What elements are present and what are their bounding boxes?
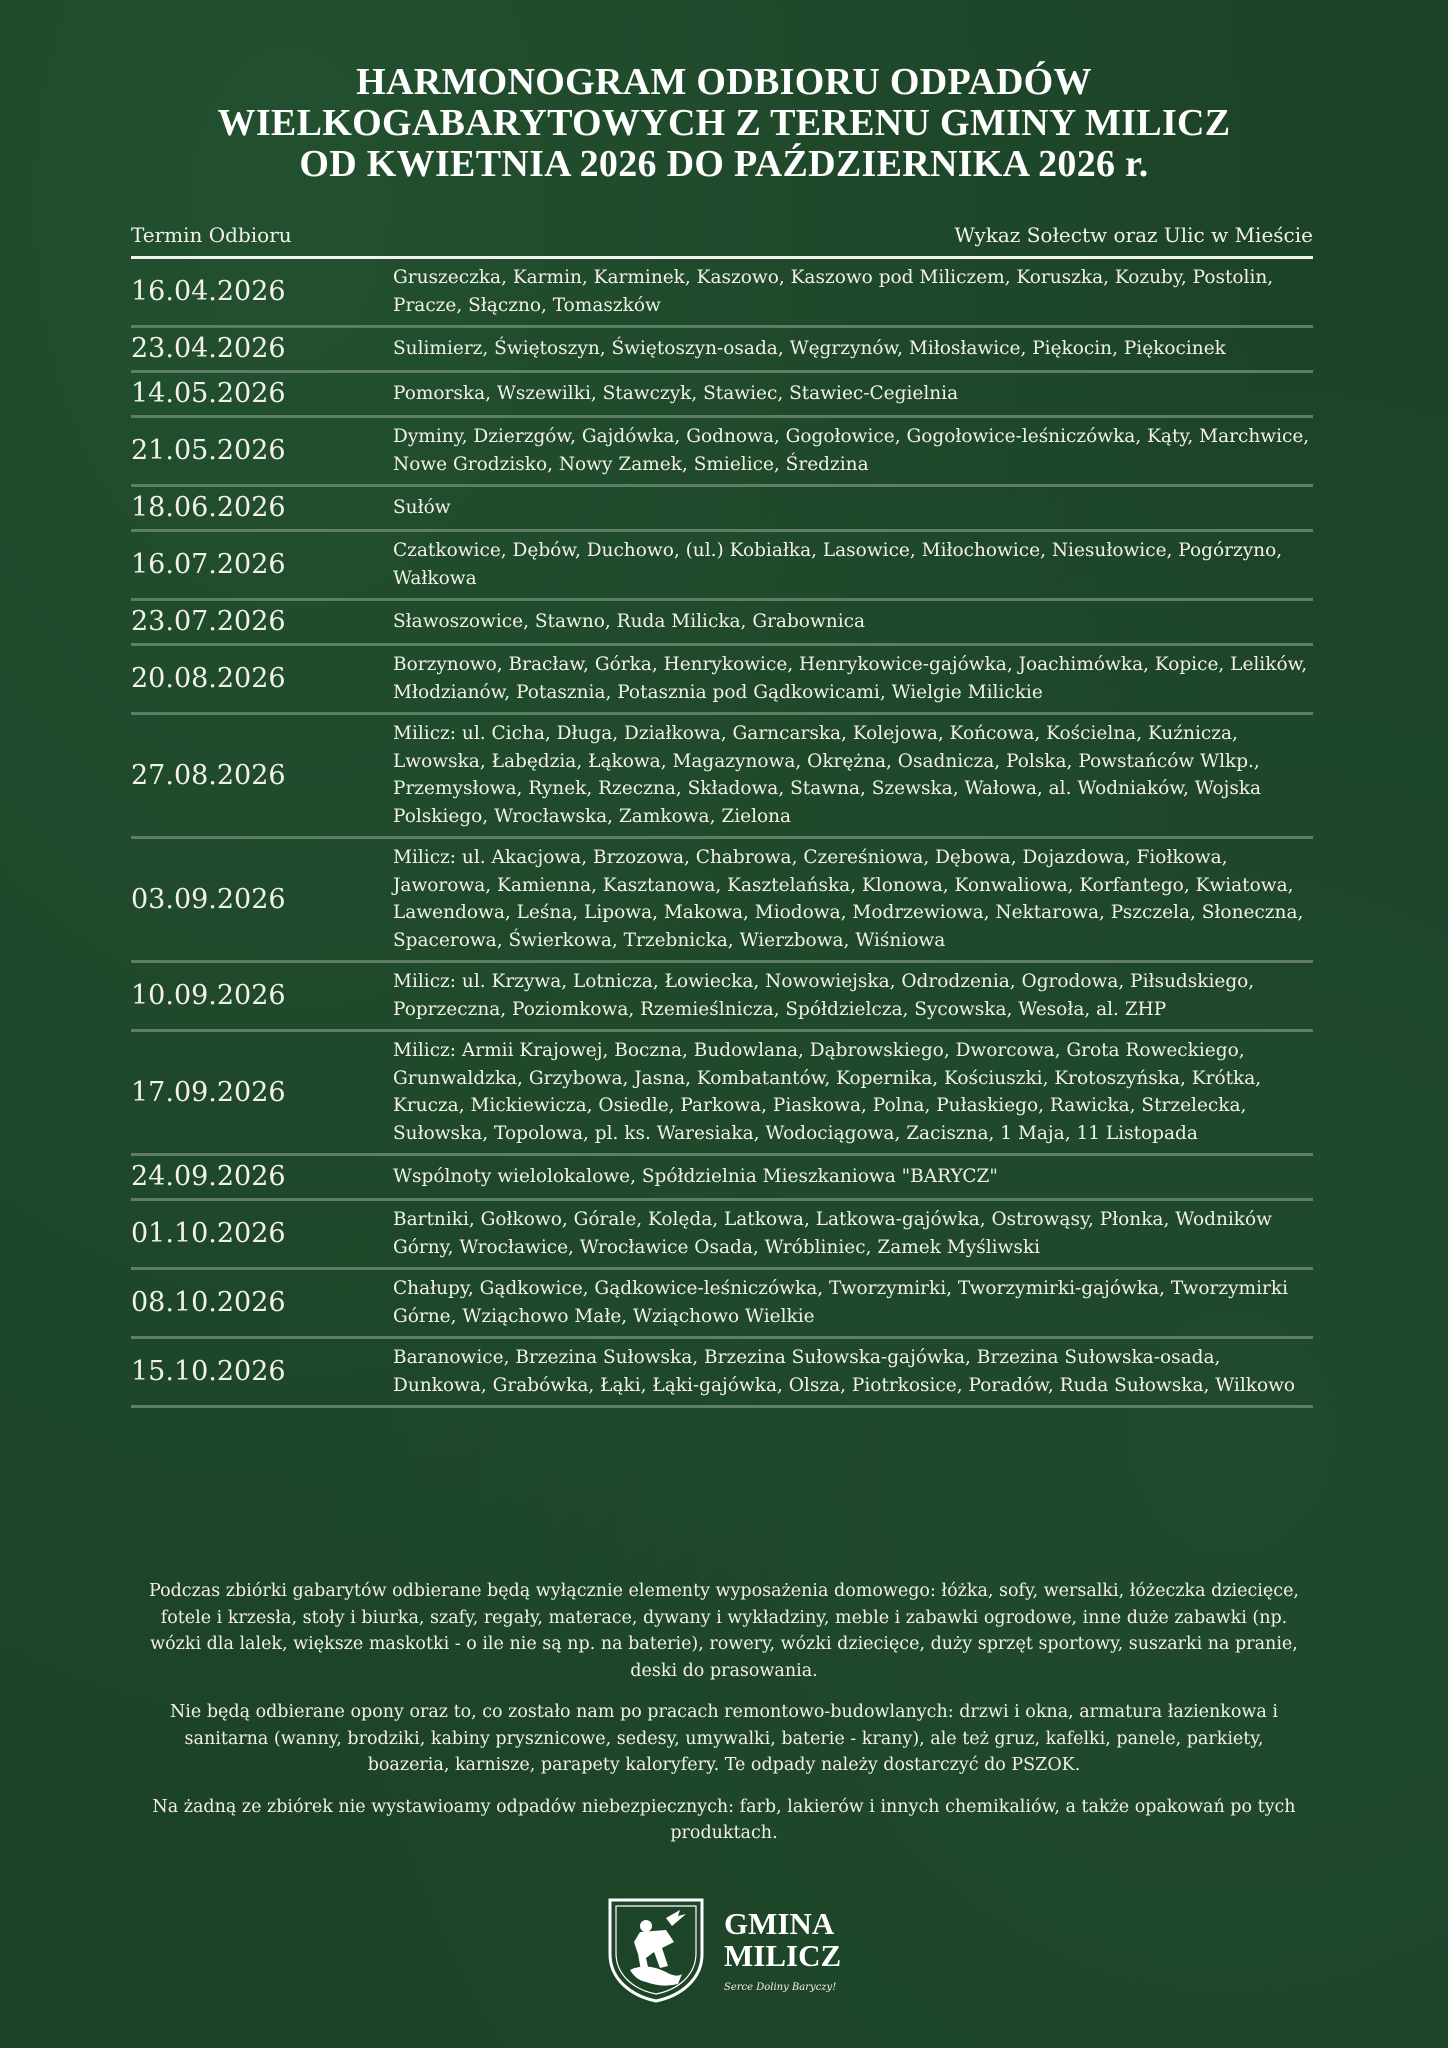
notes: [145, 1578, 1303, 1862]
page-title: [0, 62, 1448, 185]
logo-line-2: MILICZ: [724, 1937, 842, 1973]
row-date: 20.08.2026: [131, 663, 286, 694]
table-row: [131, 1156, 1313, 1201]
table-row: [131, 532, 1313, 601]
row-places: Milicz: ul. Krzywa, Lotnicza, Łowiecka, Nowowiejska, Odrodzenia, Ogrodowa, Piłsudskiego, Poprzeczna, Poziomkowa, Rzemieślnicza, Spółdzielcza, Sycowska, Wesoła, al. ZHP: [393, 971, 1255, 1020]
table-row: [131, 1201, 1313, 1270]
header-date: Termin Odbioru: [131, 223, 292, 247]
row-places: Borzynowo, Bracław, Górka, Henrykowice, Henrykowice-gajówka, Joachimówka, Kopice, Lelików, Młodzianów, Potasznia, Potasznia pod Gądkowicami, Wielgie Milickie: [393, 654, 1308, 703]
table-row: [131, 715, 1313, 839]
row-places: Sławoszowice, Stawno, Ruda Milicka, Grabownica: [393, 610, 866, 632]
row-places: Sulimierz, Świętoszyn, Świętoszyn-osada, Węgrzynów, Miłosławice, Piękocin, Piękocinek: [393, 337, 1226, 359]
title-line-1: HARMONOGRAM ODBIORU ODPADÓW: [356, 61, 1092, 103]
row-date: 03.09.2026: [131, 883, 286, 915]
table-row: [131, 418, 1313, 487]
note-excluded-items: Nie będą odbierane opony oraz to, co zostało nam po pracach remontowo-budowlanych: drzwi i okna, armatura łazienkowa i sanitarna (wanny, brodziki, kabiny prysznicowe, sedesy, umywalki, baterie - krany), ale też gruz, kafelki, panele, parkiety, boazeria, karnisze, parapety kaloryfery. Te odpady należy dostarczyć do PSZOK.: [169, 1702, 1279, 1775]
coat-of-arms-icon: [606, 1896, 706, 2004]
row-date: 23.07.2026: [131, 606, 286, 637]
table-body: [131, 259, 1313, 1408]
table-row: [131, 487, 1313, 532]
table-row: [131, 601, 1313, 646]
table-row: [131, 328, 1313, 373]
header-places: Wykaz Sołectw oraz Ulic w Mieście: [954, 223, 1313, 247]
row-places: Milicz: Armii Krajowej, Boczna, Budowlana, Dąbrowskiego, Dworcowa, Grota Roweckiego, Grunwaldzka, Grzybowa, Jasna, Kombatantów, Kopernika, Kościuszki, Krotoszyńska, Krótka, Krucza, Mickiewicza, Osiedle, Parkowa, Piaskowa, Polna, Pułaskiego, Rawicka, Strzelecka, Sułowska, Topolowa, pl. ks. Waresiaka, Wodociągowa, Zaciszna, 1 Maja, 11 Listopada: [393, 1040, 1262, 1144]
table-row: [131, 839, 1313, 963]
row-date: 16.07.2026: [131, 549, 286, 580]
row-date: 27.08.2026: [131, 759, 286, 791]
table-row: [131, 1339, 1313, 1408]
row-places: Baranowice, Brzezina Sułowska, Brzezina Sułowska-gajówka, Brzezina Sułowska-osada, Dunkowa, Grabówka, Łąki, Łąki-gajówka, Olsza, Piotrkosice, Poradów, Ruda Sułowska, Wilkowo: [393, 1347, 1296, 1396]
row-date: 18.06.2026: [131, 492, 286, 523]
table-row: [131, 646, 1313, 715]
logo-line-1: GMINA: [724, 1905, 835, 1941]
row-date: 21.05.2026: [131, 435, 286, 466]
gmina-logo: [606, 1896, 841, 2004]
table-row: [131, 1270, 1313, 1339]
logo-slogan: Sercе Doliny Baryczy!: [724, 1981, 837, 1993]
row-places: Gruszeczka, Karmin, Karminek, Kaszowo, Kaszowo pod Miliczem, Koruszka, Kozuby, Postolin, Pracze, Słączno, Tomaszków: [393, 267, 1274, 316]
note-allowed-items: Podczas zbiórki gabarytów odbierane będą wyłącznie elementy wyposażenia domowego: łóżka, sofy, wersalki, łóżeczka dziecięce, fotele i krzesła, stoły i biurka, szafy, regały, materace, dywany i wykładziny, meble i zabawki ogrodowe, inne duże zabawki (np. wózki dla lalek, większe maskotki - o ile nie są np. na baterie), rowery, wózki dziecięce, duży sprzęt sportowy, suszarki na pranie, deski do prasowania.: [149, 1581, 1299, 1681]
table-row: [131, 373, 1313, 418]
row-date: 23.04.2026: [131, 333, 286, 364]
row-places: Sułów: [393, 496, 451, 518]
title-line-3: OD KWIETNIA 2026 DO PAŹDZIERNIKA 2026 r.: [299, 143, 1149, 185]
table-row: [131, 259, 1313, 328]
row-places: Wspólnoty wielolokalowe, Spółdzielnia Mieszkaniowa "BARYCZ": [393, 1165, 998, 1187]
row-date: 17.09.2026: [131, 1076, 286, 1108]
row-date: 16.04.2026: [131, 276, 286, 307]
schedule-table: [131, 218, 1313, 1408]
row-places: Dyminy, Dzierzgów, Gajdówka, Godnowa, Gogołowice, Gogołowice-leśniczówka, Kąty, Marchwice, Nowe Grodzisko, Nowy Zamek, Smielice, Średzina: [393, 426, 1310, 475]
row-places: Milicz: ul. Akacjowa, Brzozowa, Chabrowa, Czereśniowa, Dębowa, Dojazdowa, Fiołkowa, Jaworowa, Kamienna, Kasztanowa, Kasztelańska, Klonowa, Konwaliowa, Korfantego, Kwiatowa, Lawendowa, Leśna, Lipowa, Makowa, Miodowa, Modrzewiowa, Nektarowa, Pszczela, Słoneczna, Spacerowa, Świerkowa, Trzebnicka, Wierzbowa, Wiśniowa: [393, 847, 1304, 951]
row-date: 08.10.2026: [131, 1287, 286, 1318]
row-date: 10.09.2026: [131, 980, 286, 1011]
logo-text: [724, 1905, 842, 1993]
table-header: [131, 218, 1313, 259]
row-places: Bartniki, Gołkowo, Górale, Kolęda, Latkowa, Latkowa-gajówka, Ostrowąsy, Płonka, Wodników Górny, Wrocławice, Wrocławice Osada, Wróbliniec, Zamek Myśliwski: [393, 1209, 1272, 1258]
row-date: 15.10.2026: [131, 1356, 286, 1387]
row-date: 01.10.2026: [131, 1218, 286, 1249]
table-row: [131, 1032, 1313, 1156]
row-places: Chałupy, Gądkowice, Gądkowice-leśniczówka, Tworzymirki, Tworzymirki-gajówka, Tworzymirki Górne, Wziąchowo Małe, Wziąchowo Wielkie: [393, 1278, 1288, 1327]
row-places: Pomorska, Wszewilki, Stawczyk, Stawiec, Stawiec-Cegielnia: [393, 382, 959, 404]
row-places: Milicz: ul. Cicha, Długa, Działkowa, Garncarska, Kolejowa, Końcowa, Kościelna, Kuźnicza, Lwowska, Łabędzia, Łąkowa, Magazynowa, Okrężna, Osadnicza, Polska, Powstańców Wlkp., Przemysłowa, Rynek, Rzeczna, Składowa, Stawna, Szewska, Wałowa, al. Wodniaków, Wojska Polskiego, Wrocławska, Zamkowa, Zielona: [393, 723, 1262, 827]
title-line-2: WIELKOGABARYTOWYCH Z TERENU GMINY MILICZ: [217, 102, 1231, 144]
note-hazardous: Na żadną ze zbiórek nie wystawioamy odpadów niebezpiecznych: farb, lakierów i innych chemikaliów, a także opakowań po tych produktach.: [152, 1796, 1296, 1843]
row-date: 14.05.2026: [131, 378, 286, 409]
row-date: 24.09.2026: [131, 1161, 286, 1192]
table-row: [131, 963, 1313, 1032]
row-places: Czatkowice, Dębów, Duchowo, (ul.) Kobiałka, Lasowice, Miłochowice, Niesułowice, Pogórzyno, Wałkowa: [393, 540, 1283, 589]
